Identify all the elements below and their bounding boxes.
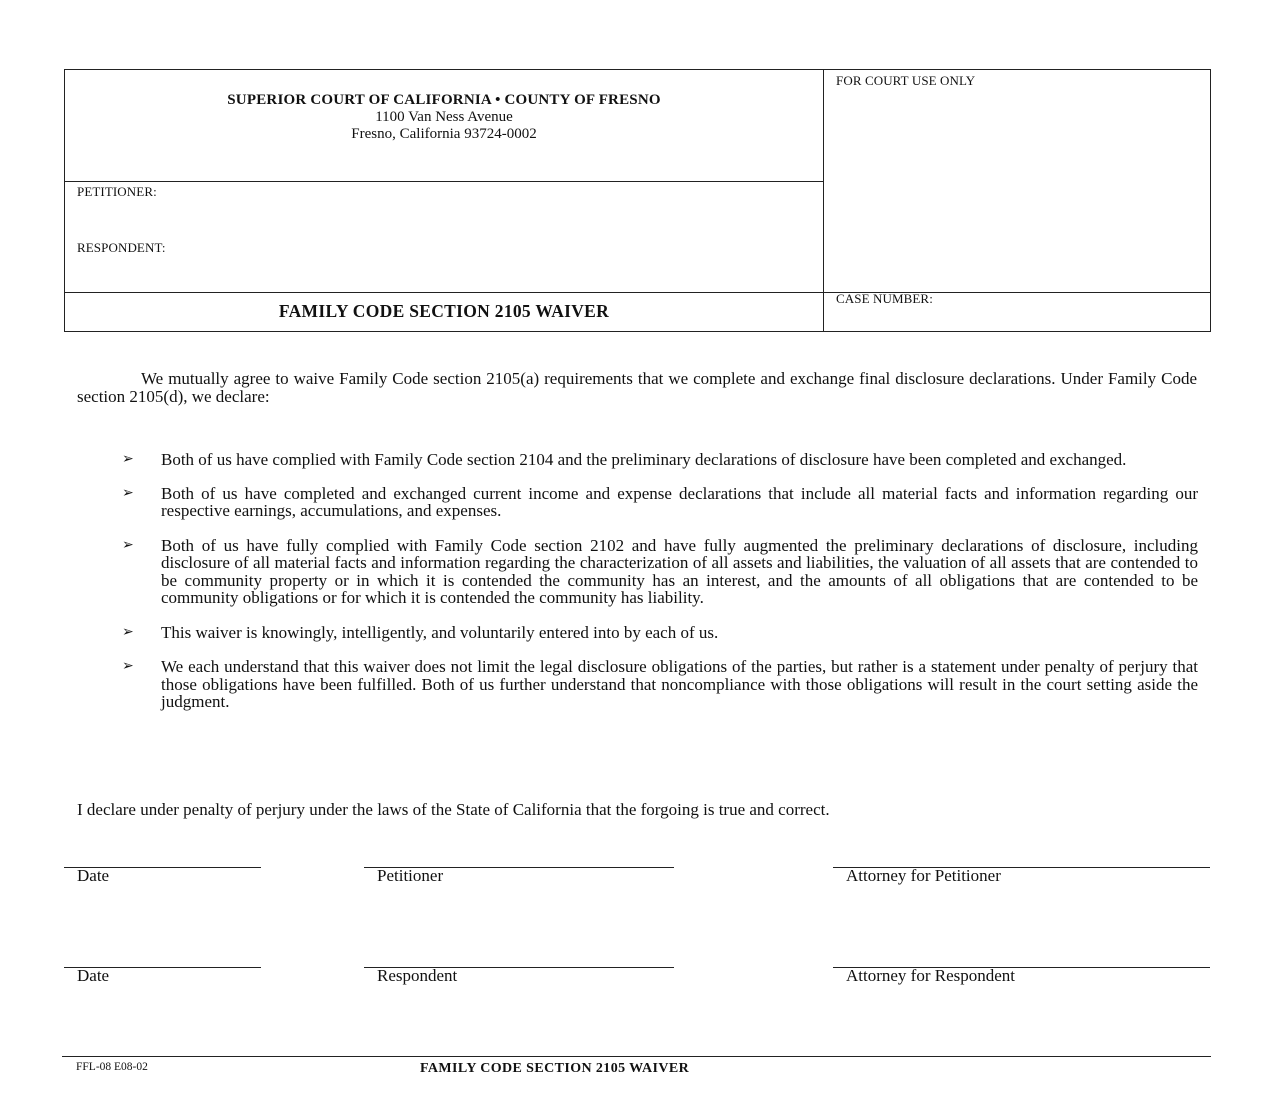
court-address-city: Fresno, California 93724-0002: [351, 126, 537, 142]
arrow-bullet-icon: ➢: [122, 484, 134, 501]
arrow-bullet-icon: ➢: [122, 536, 134, 553]
list-item-text: Both of us have complied with Family Code section 2104 and the preliminary declarations of disclosure have been completed and exchanged.: [161, 450, 1127, 469]
date-label: Date: [77, 966, 110, 985]
list-item-text: We each understand that this waiver does not limit the legal disclosure obligations of the parties, but rather is a statement under penalty of perjury that those obligations have been fulfilled. Both of us further understand that noncompliance with those obligations will result in the court setting aside the judgment.: [161, 657, 1198, 711]
caption-divider-title: [64, 292, 1211, 293]
list-item-text: Both of us have fully complied with Family Code section 2102 and have fully augmented the preliminary declarations of disclosure, including disclosure of all material facts and information regarding the characterization of all assets and liabilities, the valuation of all assets that are contended to be community property or in which it is contended the community has an interest, and the amounts of all obligations that are contended to be community obligations or for which it is contended the community has liability.: [161, 535, 1198, 607]
list-item: [122, 624, 1198, 642]
arrow-bullet-icon: ➢: [122, 623, 134, 640]
arrow-bullet-icon: ➢: [122, 451, 134, 467]
list-item-text: This waiver is knowingly, intelligently, and voluntarily entered into by each of us.: [161, 622, 719, 642]
list-item-text: Both of us have completed and exchanged current income and expense declarations that include all material facts and information regarding our respective earnings, accumulations, and expenses.: [161, 483, 1198, 520]
list-item: [122, 485, 1198, 520]
court-address: [64, 109, 824, 143]
form-title: FAMILY CODE SECTION 2105 WAIVER: [278, 301, 610, 321]
form-code: FFL-08 E08-02: [76, 1061, 148, 1073]
intro-paragraph: We mutually agree to waive Family Code section 2105(a) requirements that we complete and exchange final disclosure declarations. Under Family Code section 2105(d), we declare:: [77, 369, 1197, 406]
attorney-respondent-label: Attorney for Respondent: [846, 966, 1016, 985]
respondent-signature-label: Respondent: [377, 966, 458, 985]
list-item: [122, 658, 1198, 711]
declaration-list: [122, 451, 1198, 711]
petitioner-label: PETITIONER:: [77, 184, 157, 199]
perjury-declaration: I declare under penalty of perjury under the laws of the State of California that the forgoing is true and correct.: [77, 800, 830, 819]
court-name: SUPERIOR COURT OF CALIFORNIA • COUNTY OF FRESNO: [227, 92, 661, 108]
caption-divider-parties: [64, 181, 824, 182]
list-item: [122, 451, 1198, 469]
arrow-bullet-icon: ➢: [122, 658, 134, 674]
footer-title: FAMILY CODE SECTION 2105 WAIVER: [420, 1061, 690, 1076]
attorney-petitioner-label: Attorney for Petitioner: [846, 866, 1001, 885]
court-use-only-label: FOR COURT USE ONLY: [836, 73, 976, 88]
respondent-label: RESPONDENT:: [77, 240, 166, 255]
case-number-label: CASE NUMBER:: [836, 291, 933, 306]
list-item: [122, 537, 1198, 607]
petitioner-signature-label: Petitioner: [377, 866, 444, 885]
date-label: Date: [77, 866, 110, 885]
court-address-street: 1100 Van Ness Avenue: [375, 109, 513, 125]
footer-rule: [62, 1056, 1211, 1057]
